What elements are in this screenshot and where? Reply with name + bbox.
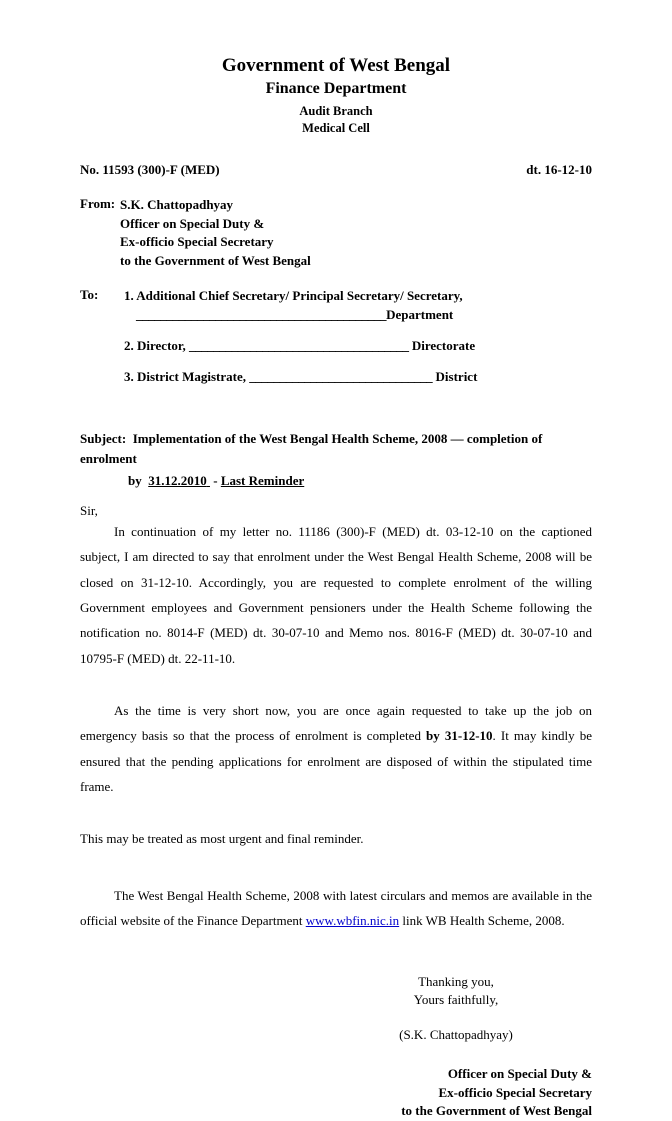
signature-designation [80, 1065, 592, 1120]
letterhead-branch: Audit Branch [299, 104, 373, 119]
letterhead-organisation: Government of West Bengal [221, 55, 451, 76]
from-label: From: [80, 196, 116, 212]
signature-thanking: Thanking you, [418, 974, 494, 990]
to-recipient-3 [124, 368, 592, 387]
signature-designation-line-2: Ex-officio Special Secretary [438, 1084, 592, 1100]
from-line-3: Ex-officio Special Secretary [120, 234, 274, 250]
signature-designation-line-1: Officer on Special Duty & [447, 1066, 592, 1082]
letterhead-cell: Medical Cell [302, 120, 370, 135]
memo-number: No. 11593 (300)-F (MED) [80, 162, 220, 178]
subject-label: Subject: [80, 431, 127, 447]
body-paragraph-3: This may be treated as most urgent and final reminder. [80, 831, 364, 847]
to-recipient-2-text: 2. Director, [124, 337, 186, 353]
signature-designation-line-3: to the Government of West Bengal [401, 1103, 592, 1119]
to-recipient-2-blank[interactable]: ____________________________________ [188, 337, 409, 353]
subject-separator: - [213, 473, 218, 489]
from-line-4: to the Government of West Bengal [120, 252, 311, 268]
body-paragraph-2 [80, 698, 592, 799]
subject-deadline-prefix: by [128, 473, 142, 489]
to-recipient-3-blank[interactable]: ______________________________ [249, 368, 433, 384]
from-block [80, 196, 592, 270]
document-body [80, 0, 592, 1121]
body-paragraph-2-part-1: As the time is very short now, you are once again requested to take up the job on emergency basis so that the process of enrolment is completed [80, 702, 592, 744]
signature-yours-faithfully: Yours faithfully, [413, 991, 499, 1007]
from-line-2: Officer on Special Duty & [120, 215, 265, 231]
body-paragraph-4 [80, 883, 592, 934]
to-recipient-1-text: 1. Additional Chief Secretary/ Principal Secretary/ Secretary, [124, 288, 463, 304]
to-recipient-1-blank[interactable]: _________________________________________ [136, 306, 387, 322]
body-paragraph-2-deadline: by 31-12-10 [426, 728, 493, 744]
letterhead-department: Finance Department [265, 80, 407, 98]
to-recipient-3-suffix: District [435, 368, 478, 384]
to-recipient-2 [124, 337, 592, 356]
subject-text: Implementation of the West Bengal Health Scheme, 2008 — completion of enrolment [80, 431, 543, 466]
memo-date: dt. 16-12-10 [526, 162, 592, 178]
memo-reference-row [80, 162, 592, 178]
to-recipient-1-suffix: Department [386, 306, 454, 322]
from-line-1: S.K. Chattopadhyay [120, 197, 234, 213]
signature-name: (S.K. Chattopadhyay) [399, 1027, 513, 1043]
subject-emphasis: Last Reminder [220, 473, 305, 489]
to-label: To: [80, 287, 99, 303]
to-recipient-list [124, 287, 592, 386]
salutation: Sir, [80, 502, 98, 518]
to-recipient-3-text: 3. District Magistrate, [124, 368, 247, 384]
body-paragraph-1: In continuation of my letter no. 11186 (300)-F (MED) dt. 03-12-10 on the captioned subject, I am directed to say that enrolment under the West Bengal Health Scheme, 2008 will be closed on 31-12-10. Accordingly, you are requested to complete enrolment of the willing Government employees and Government pensioners under the Health Scheme following the notification no. 8014-F (MED) dt. 30-07-10 and Memo nos. 8016-F (MED) dt. 30-07-10 and 10795-F (MED) dt. 22-11-10. [80, 523, 592, 666]
letterhead [80, 55, 592, 136]
to-recipient-2-suffix: Directorate [411, 337, 476, 353]
wbfin-website-link[interactable]: www.wbfin.nic.in [305, 913, 400, 929]
subject-deadline-date: 31.12.2010 [148, 473, 207, 489]
body-paragraph-4-part-1: The West Bengal Health Scheme, 2008 with latest circulars and memos are available in the official website of the Finance Department [80, 887, 592, 929]
subject-block [80, 429, 592, 491]
signature-closing [80, 973, 592, 1008]
to-block [80, 287, 592, 386]
from-address [120, 196, 311, 270]
body-paragraph-2-part-2: . It may kindly be ensured that the pending applications for enrolment are disposed of within the stipulated time frame. [80, 728, 593, 794]
to-recipient-1 [124, 287, 592, 325]
body-paragraph-4-part-2: link WB Health Scheme, 2008. [399, 913, 565, 929]
